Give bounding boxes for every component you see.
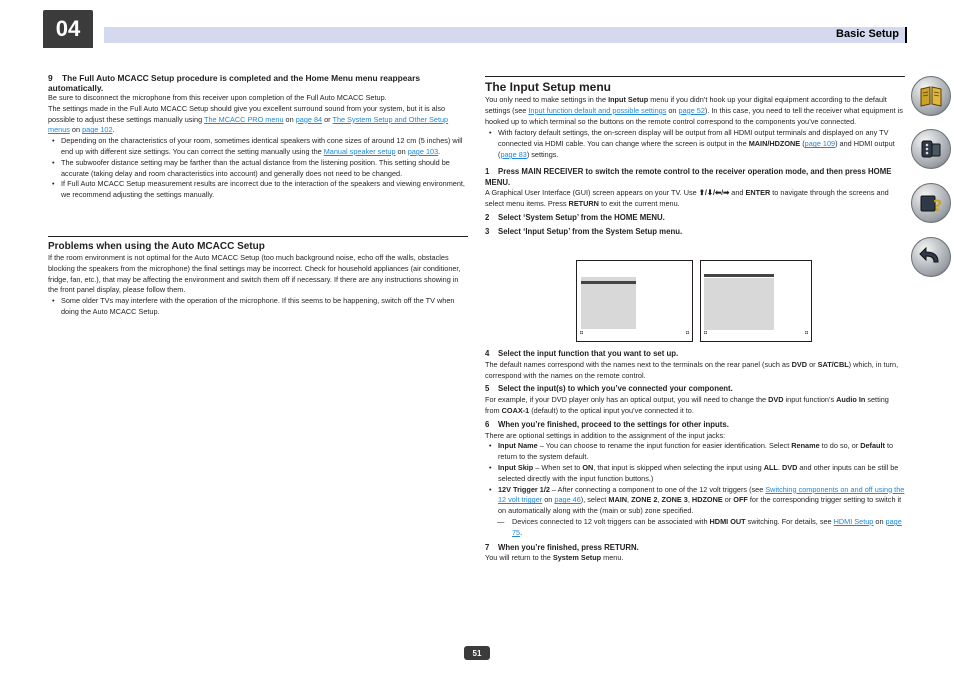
bullet-item: • Depending on the characteristics of your room, sometimes identical speakers with cone sizes of around 12 cm (5 inches) will end up with different size settings. You can correct the setting manually using the Manual speaker setup on page 103. — [48, 136, 468, 158]
step-6: 6 When you’re finished, proceed to the settings for other inputs. — [485, 419, 729, 429]
link-hdmi-setup[interactable]: HDMI Setup — [833, 516, 874, 526]
bullet-item: • Input Skip – When set to ON, that input is skipped when selecting the input using ALL. DVD and other inputs can be still be selected directly with the input function buttons.) — [485, 463, 905, 485]
page-number: 51 — [464, 646, 490, 660]
left-column — [48, 73, 468, 201]
right-column — [485, 80, 905, 238]
section-divider — [48, 236, 468, 237]
link-12v-trigger[interactable]: Switching components on and off using the 12 volt trigger — [498, 484, 905, 505]
paragraph: A Graphical User Interface (GUI) screen appears on your TV. Use ⬆/⬇/⬅/➡ and ENTER to navigate through the screens and select menu items. Press RETURN to exit the current menu. — [485, 188, 889, 209]
right-section-divider — [485, 76, 905, 77]
link-page-46[interactable]: page 46 — [554, 495, 581, 505]
menu-list-area — [704, 278, 774, 330]
step-9-heading: 9 The Full Auto MCACC Setup procedure is completed and the Home Menu menu reappears automatically. — [48, 73, 420, 93]
input-setup-heading: The Input Setup menu — [485, 80, 611, 94]
link-page-103[interactable]: page 103 — [407, 146, 439, 156]
link-page-102[interactable]: page 102 — [82, 125, 113, 135]
home-menu-screen-image — [576, 260, 693, 342]
return-arrow-icon[interactable] — [911, 237, 951, 277]
screen-corner-icon: ◘ — [580, 330, 584, 336]
link-mcacc-pro-menu[interactable]: The MCACC PRO menu — [204, 114, 284, 124]
paragraph: You only need to make settings in the Input Setup menu if you didn’t hook up your digital equipment according to the default settings (see Input function default and possible settings on page 52). In this case, you need to tell the receiver what equipment is hooked up to which terminal so the buttons on the remote control correspond to the components you’ve connected. — [485, 95, 903, 126]
bullet-item: • The subwoofer distance setting may be farther than the actual distance from the listening position. This setting should be accurate (taking delay and room characteristics into account) and generally does not need to be changed. — [48, 158, 468, 180]
link-input-function-defaults[interactable]: Input function default and possible settings — [528, 105, 667, 115]
link-system-setup-menus[interactable]: The System Setup and Other Setup menus — [48, 114, 449, 135]
right-column-continued — [485, 349, 905, 564]
paragraph: There are optional settings in addition to the assignment of the input jacks: — [485, 430, 726, 440]
paragraph: Be sure to disconnect the microphone from this receiver upon completion of the Full Auto MCACC Setup. — [48, 93, 387, 102]
screen-corner-icon: ◘ — [685, 330, 689, 336]
system-setup-screen-image — [700, 260, 812, 342]
bullet-item: • 12V Trigger 1/2 – After connecting a component to one of the 12 volt triggers (see Switching components on and off using the 12 volt trigger on page 46), select MAIN, ZONE 2, ZONE 3, HDZONE or OFF for the corresponding trigger setting to switch it on automatically along with the (main or sub) zone specified. — [485, 485, 905, 517]
step-5: 5 Select the input(s) to which you’ve connected your component. — [485, 384, 733, 394]
section-title: Basic Setup — [836, 28, 899, 40]
problems-heading: Problems when using the Auto MCACC Setup — [48, 241, 265, 252]
step-4: 4 Select the input function that you want to set up. — [485, 349, 679, 358]
link-page-84[interactable]: page 84 — [295, 114, 323, 124]
step-1: 1 Press MAIN RECEIVER to switch the remote control to the receiver operation mode, and then press HOME MENU. — [485, 166, 892, 187]
paragraph: The default names correspond with the names next to the terminals on the rear panel (such as DVD or SAT/CBL) which, in turn, correspond with the names on the remote control. — [485, 359, 899, 380]
menu-highlight — [581, 281, 636, 284]
paragraph: The settings made in the Full Auto MCACC Setup should give you excellent surround sound from your system, but it is also possible to adjust these settings manually using The MCACC PRO menu on page 84 or The System Setup and Other Setup menus on page 102. — [48, 103, 449, 135]
sub-note: — Devices connected to 12 volt triggers can be associated with HDMI OUT switching. For details, see HDMI Setup on page 75. — [485, 517, 905, 539]
link-page-109[interactable]: page 109 — [804, 139, 836, 149]
problems-section — [48, 240, 468, 318]
link-manual-speaker-setup[interactable]: Manual speaker setup — [323, 146, 396, 156]
step-2: 2 Select ‘System Setup’ from the HOME MENU. — [485, 212, 665, 222]
help-question-icon[interactable] — [911, 183, 951, 223]
remote-control-icon[interactable] — [911, 129, 951, 169]
step-7: 7 When you’re finished, press RETURN. — [485, 542, 639, 552]
link-page-75[interactable]: page 75 — [512, 516, 902, 537]
link-page-52[interactable]: page 52 — [678, 105, 705, 115]
section-header-bar — [104, 27, 907, 43]
screen-corner-icon: ◘ — [804, 330, 808, 336]
chapter-number: 04 — [43, 10, 93, 48]
paragraph: For example, if your DVD player only has an optical output, you will need to change the DVD input function’s Audio In setting from COAX-1 (default) to the optical input you’ve connected it to. — [485, 395, 889, 415]
bullet-item: • With factory default settings, the on-screen display will be output from all HDMI output terminals and displayed on any TV connected via HDMI cable. You can change where the screen is output in the MAIN/HDZONE (page 109) and HDMI output (page 83) settings. — [485, 128, 905, 160]
bullet-item: • Some older TVs may interfere with the operation of the microphone. If this seems to be happening, switch off the TV when doing the Auto MCACC Setup. — [48, 296, 468, 318]
step-3: 3 Select ‘Input Setup’ from the System Setup menu. — [485, 226, 683, 236]
svg-text:?: ? — [933, 196, 943, 215]
paragraph: If the room environment is not optimal for the Auto MCACC Setup (too much background noise, echo off the walls, obstacles blocking the speakers from the microphone) the final settings may be incorrect. Check for household appliances (air conditioner, fridge, fan, etc.), that may be affecting the environment and switch them off if necessary. If there are any instructions showing in the front panel display, please follow them. — [48, 253, 461, 295]
screen-corner-icon: ◘ — [704, 330, 708, 336]
bullet-item: • Input Name – You can choose to rename the input function for easier identification. Select Rename to do so, or Default to return to the system default. — [485, 441, 905, 463]
screen-title-bar — [704, 274, 774, 277]
menu-list-area — [581, 277, 636, 329]
link-page-83[interactable]: page 83 — [500, 149, 527, 159]
bullet-item: • If Full Auto MCACC Setup measurement results are incorrect due to the interaction of the speakers and viewing environment, we recommend adjusting the settings manually. — [48, 179, 468, 201]
header-bar-end — [905, 27, 907, 43]
book-icon[interactable] — [911, 76, 951, 116]
paragraph: You will return to the System Setup menu. — [485, 553, 624, 563]
